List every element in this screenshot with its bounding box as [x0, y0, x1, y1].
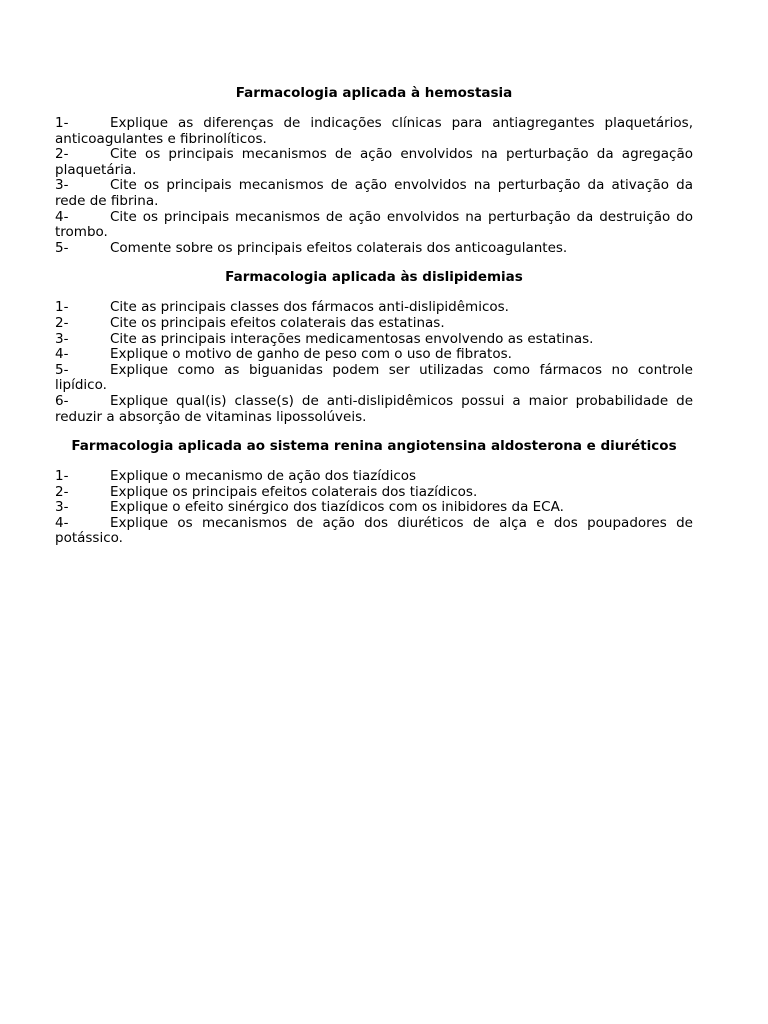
- question-text: Cite os principais mecanismos de ação envolvidos na perturbação da agregação plaquetária.: [55, 146, 693, 178]
- question-item: [55, 210, 693, 241]
- question-item: [55, 116, 693, 147]
- section-title: Farmacologia aplicada à hemostasia: [235, 85, 513, 101]
- question-item: [55, 469, 693, 485]
- question-number: 5-: [55, 361, 69, 378]
- question-item: [55, 316, 693, 332]
- question-item: [55, 241, 693, 257]
- question-number: 4-: [55, 514, 69, 531]
- question-text: Explique qual(is) classe(s) de anti-dislipidêmicos possui a maior probabilidade de reduzir a absorção de vitaminas lipossolúveis.: [55, 392, 693, 425]
- question-number: 1-: [55, 115, 69, 131]
- question-text: Cite os principais efeitos colaterais das estatinas.: [110, 314, 445, 331]
- question-text: Comente sobre os principais efeitos colaterais dos anticoagulantes.: [110, 239, 568, 256]
- question-number: 5-: [55, 239, 69, 256]
- question-list: [55, 300, 693, 425]
- document-page: [55, 84, 693, 547]
- section-hemostasia: [55, 84, 693, 256]
- question-text: Explique o efeito sinérgico dos tiazídicos com os inibidores da ECA.: [110, 499, 564, 516]
- question-number: 6-: [55, 392, 69, 409]
- question-number: 3-: [55, 499, 69, 516]
- question-text: Explique como as biguanidas podem ser utilizadas como fármacos no controle lipídico.: [55, 361, 693, 394]
- question-text: Cite os principais mecanismos de ação envolvidos na perturbação da destruição do trombo.: [55, 208, 693, 241]
- question-item: [55, 147, 693, 178]
- question-number: 2-: [55, 146, 69, 163]
- question-text: Explique o motivo de ganho de peso com o uso de fibratos.: [110, 346, 512, 363]
- question-text: Cite as principais interações medicamentosas envolvendo as estatinas.: [110, 330, 594, 347]
- question-item: [55, 332, 693, 348]
- question-number: 2-: [55, 483, 69, 500]
- question-number: 4-: [55, 346, 69, 363]
- question-number: 3-: [55, 330, 69, 347]
- question-item: [55, 363, 693, 394]
- question-number: 4-: [55, 208, 69, 225]
- question-item: [55, 178, 693, 209]
- question-text: Explique os principais efeitos colaterais dos tiazídicos.: [110, 483, 478, 500]
- question-number: 1-: [55, 299, 69, 316]
- question-number: 3-: [55, 177, 69, 194]
- question-list: [55, 116, 693, 256]
- question-item: [55, 516, 693, 547]
- question-text: Explique o mecanismo de ação dos tiazídicos: [110, 468, 417, 485]
- question-item: [55, 300, 693, 316]
- section-title: Farmacologia aplicada ao sistema renina angiotensina aldosterona e diuréticos: [71, 438, 677, 455]
- section-dislipidemias: [55, 268, 693, 425]
- question-text: Explique os mecanismos de ação dos diuréticos de alça e dos poupadores de potássico.: [55, 514, 693, 547]
- section-title: Farmacologia aplicada às dislipidemias: [225, 269, 523, 286]
- question-text: Cite os principais mecanismos de ação envolvidos na perturbação da ativação da rede de fibrina.: [55, 177, 693, 209]
- section-sraa-diureticos: [55, 437, 693, 547]
- question-number: 2-: [55, 314, 69, 331]
- question-list: [55, 469, 693, 547]
- question-item: [55, 394, 693, 425]
- question-item: [55, 485, 693, 501]
- question-text: Explique as diferenças de indicações clínicas para antiagregantes plaquetários, anticoagulantes e fibrinolíticos.: [55, 115, 693, 147]
- question-item: [55, 347, 693, 363]
- question-number: 1-: [55, 468, 69, 485]
- question-text: Cite as principais classes dos fármacos anti-dislipidêmicos.: [110, 299, 509, 316]
- question-item: [55, 500, 693, 516]
